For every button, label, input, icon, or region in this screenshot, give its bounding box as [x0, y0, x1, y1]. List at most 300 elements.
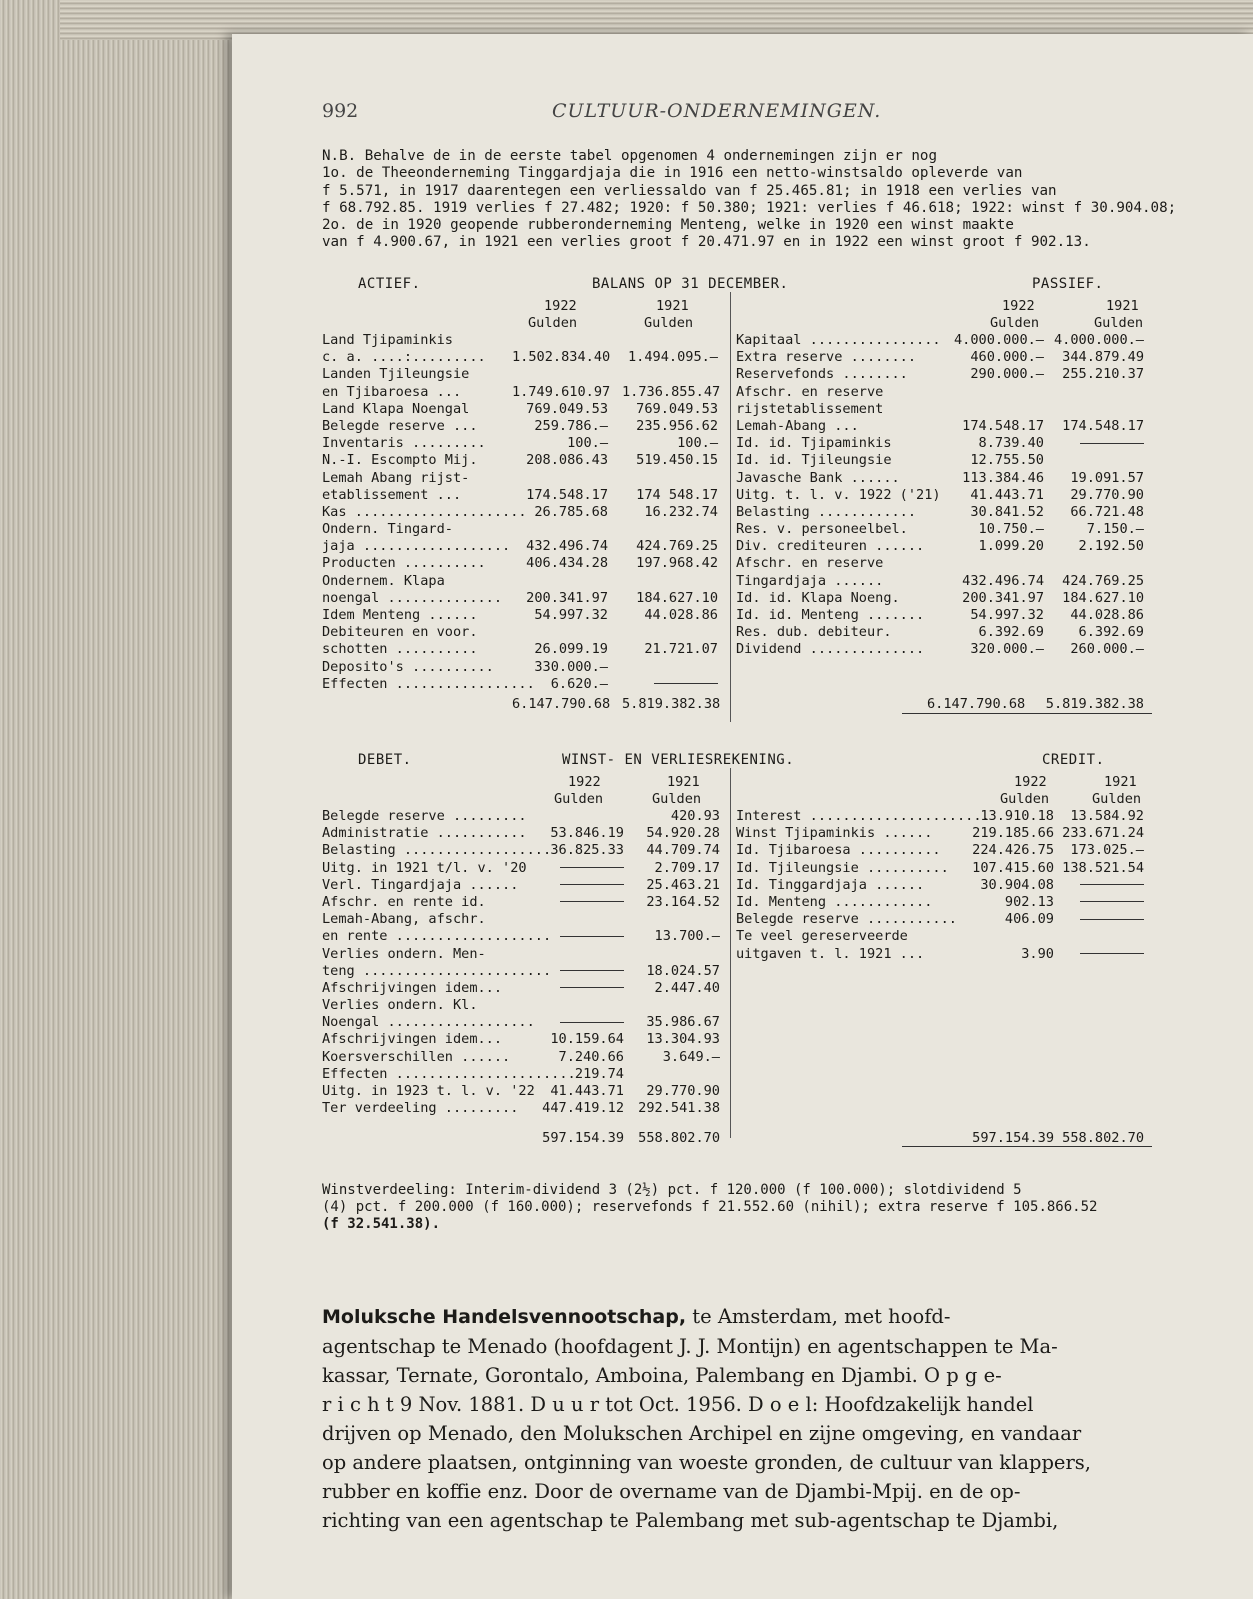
- row-label: Belegde reserve ...........: [736, 911, 957, 928]
- row-value: 290.000.—: [970, 366, 1044, 383]
- table-row: [322, 894, 722, 911]
- year-label: 1921: [656, 298, 689, 314]
- year-label: 1922: [568, 774, 601, 790]
- row-value: 12.755.50: [970, 452, 1044, 469]
- dash-line: [560, 970, 624, 971]
- table-row: [736, 946, 1152, 963]
- row-label: Belegde reserve .........: [322, 808, 527, 824]
- row-value: 35.986.67: [646, 1014, 720, 1031]
- row-label: Effecten .................: [322, 675, 535, 692]
- row-label: Res. dub. debiteur.: [736, 624, 892, 641]
- table-row: [736, 877, 1152, 894]
- table-row: [322, 504, 722, 521]
- row-value: 7.240.66: [558, 1048, 624, 1065]
- row-value: 1.099.20: [978, 538, 1044, 555]
- row-value: 4.000.000.—: [1053, 332, 1144, 348]
- table-row: [322, 1049, 722, 1066]
- dash-line: [560, 901, 624, 902]
- empty-dash: [532, 860, 624, 877]
- table-row: [322, 366, 722, 383]
- row-value: 41.443.71: [970, 486, 1044, 503]
- row-label: jaja ..................: [322, 538, 511, 555]
- year-label: 1921: [1106, 298, 1139, 314]
- row-label: N.-I. Escompto Mij.: [322, 452, 478, 469]
- row-label: Deposito's ..........: [322, 658, 494, 675]
- row-value: 174.548.17: [1062, 417, 1144, 434]
- table-row: [322, 435, 722, 452]
- table-row: [736, 384, 1152, 401]
- row-label: Interest ......................: [736, 808, 990, 824]
- row-value: 292.541.38: [638, 1100, 720, 1117]
- empty-dash: [1052, 894, 1144, 911]
- row-label: Reservefonds ........: [736, 366, 908, 383]
- book-page-edges: [0, 0, 240, 1599]
- row-label: Javasche Bank ......: [736, 469, 900, 486]
- note-line: 2o. de in 1920 geopende rubberonderneming Menteng, welke in 1920 een winst maakte: [322, 217, 1014, 234]
- row-value: 173.025.—: [1070, 842, 1144, 859]
- table-row: [322, 641, 722, 658]
- row-label: Ondern. Tingard-: [322, 521, 453, 538]
- empty-dash: [622, 676, 718, 693]
- row-label: Uitg. in 1921 t/l. v. '20: [322, 859, 527, 876]
- table-row: [736, 555, 1152, 572]
- table-row: [322, 825, 722, 842]
- dash-line: [560, 867, 624, 868]
- row-value: 424.769.25: [636, 538, 718, 555]
- table-row: [322, 946, 722, 963]
- total-passief-1921: 5.819.382.38: [1045, 696, 1144, 712]
- paragraph-line: kassar, Ternate, Gorontalo, Amboina, Palembang en Djambi. O p g e-: [322, 1364, 1002, 1387]
- row-value: 13.700.—: [654, 928, 720, 945]
- year-label: 1921: [1104, 774, 1137, 790]
- row-value: 424.769.25: [1062, 572, 1144, 589]
- dash-line: [1080, 919, 1144, 920]
- row-value: 29.770.90: [646, 1083, 720, 1099]
- row-value: 2.192.50: [1078, 538, 1144, 555]
- row-value: 7.150.—: [1086, 521, 1144, 538]
- row-value: 26.099.19: [534, 641, 608, 658]
- row-label: Verlies ondern. Men-: [322, 945, 486, 962]
- row-value: 3.649.—: [662, 1048, 720, 1065]
- empty-dash: [532, 894, 624, 911]
- table-row: [736, 573, 1152, 590]
- row-label: Div. crediteuren ......: [736, 538, 925, 555]
- row-label: Lemah-Abang, afschr.: [322, 911, 486, 928]
- distribution-line: Winstverdeeling: Interim-dividend 3 (2½) pct. f 120.000 (f 100.000); slotdividend 5: [322, 1182, 1022, 1198]
- note-line: f 68.792.85. 1919 verlies f 27.482; 1920: f 50.380; 1921: verlies f 46.618; 1922: winst f 30.904.08;: [322, 199, 1177, 216]
- row-label: Debiteuren en voor.: [322, 624, 478, 641]
- table-row: [322, 384, 722, 401]
- row-value: 19.091.57: [1070, 469, 1144, 486]
- row-value: 184.627.10: [1062, 589, 1144, 606]
- row-value: 30.841.52: [970, 503, 1044, 520]
- row-value: 2.709.17: [654, 859, 720, 876]
- table-row: [736, 452, 1152, 469]
- row-label: Te veel gereserveerde: [736, 928, 908, 945]
- row-value: 769.049.53: [526, 400, 608, 417]
- page-number: 992: [322, 100, 359, 122]
- row-value: 197.968.42: [636, 555, 718, 572]
- year-label: 1922: [1002, 298, 1035, 314]
- passief-heading: PASSIEF.: [1032, 276, 1104, 292]
- empty-dash: [1052, 911, 1144, 928]
- balance-heading: BALANS OP 31 DECEMBER.: [592, 276, 789, 292]
- row-value: 260.000.—: [1070, 641, 1144, 658]
- row-label: Belegde reserve ...: [322, 417, 478, 434]
- row-value: 53.846.19: [550, 825, 624, 842]
- credit-heading: CREDIT.: [1042, 752, 1105, 768]
- row-value: 208.086.43: [526, 452, 608, 469]
- row-value: 233.671.24: [1062, 825, 1144, 842]
- row-value: 184.627.10: [636, 589, 718, 606]
- row-label: Land Tjipaminkis: [322, 332, 453, 348]
- empty-dash: [1052, 946, 1144, 963]
- row-value: 13.584.92: [1070, 808, 1144, 824]
- table-row: [736, 860, 1152, 877]
- table-row: [322, 928, 722, 945]
- empty-dash: [1036, 435, 1144, 452]
- year-label: 1922: [1014, 774, 1047, 790]
- note-line: f 5.571, in 1917 daarentegen een verliessaldo van f 25.465.81; in 1918 een verlies van: [322, 182, 1057, 199]
- table-row: [322, 1014, 722, 1031]
- table-row: [322, 911, 722, 928]
- row-value: 23.164.52: [646, 893, 720, 910]
- credit-column: [736, 808, 1152, 963]
- total-debet-1922: 597.154.39: [542, 1130, 624, 1146]
- table-row: [736, 470, 1152, 487]
- table-row: [736, 487, 1152, 504]
- table-row: [322, 470, 722, 487]
- row-value: 54.997.32: [970, 607, 1044, 623]
- row-label: Koersverschillen ......: [322, 1048, 511, 1065]
- row-value: 16.232.74: [644, 503, 718, 520]
- debet-heading: DEBET.: [358, 752, 412, 768]
- unit-label: Gulden: [990, 315, 1040, 331]
- table-row: [322, 1066, 722, 1083]
- table-row: [736, 504, 1152, 521]
- table-row: [322, 418, 722, 435]
- total-credit-1921: 558.802.70: [1062, 1130, 1144, 1146]
- row-value: 259.786.—: [534, 417, 608, 434]
- balance-sheet: [322, 276, 1152, 746]
- table-row: [736, 624, 1152, 641]
- empty-dash: [532, 877, 624, 894]
- table-row: [322, 624, 722, 641]
- empty-dash: [532, 1014, 624, 1031]
- row-label: Id. id. Klapa Noeng.: [736, 589, 900, 606]
- row-label: Id. Tjibaroesa ..........: [736, 842, 941, 859]
- table-row: [736, 911, 1152, 928]
- row-label: uitgaven t. l. 1921 ...: [736, 945, 925, 962]
- row-label: rijstetablissement: [736, 400, 884, 417]
- row-label: Id. Tinggardjaja ......: [736, 876, 925, 893]
- row-value: 4.000.000.—: [953, 332, 1044, 348]
- row-value: 769.049.53: [636, 400, 718, 417]
- row-value: 54.997.32: [534, 607, 608, 623]
- table-row: [322, 590, 722, 607]
- row-value: 13.910.18: [980, 808, 1054, 824]
- row-value: 3.90: [1021, 945, 1054, 962]
- row-value: 255.210.37: [1062, 366, 1144, 383]
- table-row: [322, 1100, 722, 1117]
- dash-line: [1080, 953, 1144, 954]
- row-label: Res. v. personeelbel.: [736, 521, 908, 538]
- table-row: [736, 401, 1152, 418]
- row-label: Lemah-Abang ...: [736, 417, 859, 434]
- row-label: Lemah Abang rijst-: [322, 469, 470, 486]
- row-value: 54.920.28: [646, 825, 720, 842]
- table-row: [322, 659, 722, 676]
- row-label: Producten ..........: [322, 555, 486, 572]
- row-value: 100.—: [567, 435, 608, 452]
- table-row: [322, 349, 722, 366]
- column-divider: [730, 768, 731, 1138]
- row-value: 330.000.—: [534, 658, 608, 675]
- dash-line: [560, 1022, 624, 1023]
- row-value: 447.419.12: [542, 1100, 624, 1117]
- dash-line: [1080, 884, 1144, 885]
- row-value: 8.739.40: [978, 435, 1044, 452]
- table-row: [736, 366, 1152, 383]
- row-value: 6.392.69: [1078, 624, 1144, 641]
- table-row: [322, 538, 722, 555]
- profit-distribution: [322, 1182, 1152, 1233]
- table-row: [736, 521, 1152, 538]
- row-value: 174 548.17: [636, 486, 718, 503]
- row-label: noengal ..............: [322, 589, 503, 606]
- table-row: [736, 349, 1152, 366]
- row-value: 1.502.834.40: [512, 349, 611, 366]
- row-value: 519.450.15: [636, 452, 718, 469]
- row-value: 902.13: [1004, 893, 1054, 910]
- row-label: Belasting ............: [736, 503, 917, 520]
- dash-line: [1080, 901, 1144, 902]
- row-label: Afschrijvingen idem...: [322, 1031, 503, 1048]
- paragraph-line: richting van een agentschap te Palembang met sub-agentschap te Djambi,: [322, 1509, 1059, 1532]
- paragraph-line: rubber en koffie enz. Door de overname van de Djambi-Mpij. en de op-: [322, 1480, 1021, 1503]
- table-row: [322, 607, 722, 624]
- row-value: 406.434.28: [526, 555, 608, 572]
- row-label: Noengal ..................: [322, 1014, 535, 1031]
- row-value: 26.785.68: [534, 503, 608, 520]
- row-value: 219.185.66: [972, 825, 1054, 842]
- table-row: [322, 555, 722, 572]
- company-entry: [322, 1302, 1152, 1535]
- row-value: 432.496.74: [526, 538, 608, 555]
- total-rule: [902, 713, 1152, 714]
- unit-label: Gulden: [528, 315, 578, 331]
- row-value: 10.159.64: [550, 1031, 624, 1048]
- row-label: Ter verdeeling .........: [322, 1100, 519, 1117]
- row-value: 66.721.48: [1070, 503, 1144, 520]
- table-row: [322, 452, 722, 469]
- row-value: 44.028.86: [1070, 607, 1144, 623]
- table-row: [736, 435, 1152, 452]
- row-label: Verl. Tingardjaja ......: [322, 876, 519, 893]
- table-row: [736, 641, 1152, 658]
- paragraph-text: te Amsterdam, met hoofd-: [686, 1305, 951, 1328]
- dash-line: [1080, 443, 1144, 444]
- table-row: [322, 1031, 722, 1048]
- dash-line: [560, 987, 624, 988]
- row-value: 36.825.33: [550, 842, 624, 859]
- table-row: [736, 842, 1152, 859]
- row-value: 200.341.97: [962, 589, 1044, 606]
- table-row: [736, 928, 1152, 945]
- debet-column: [322, 808, 722, 1117]
- row-value: 30.904.08: [980, 876, 1054, 893]
- total-credit-1922: 597.154.39: [972, 1130, 1054, 1146]
- table-row: [322, 573, 722, 590]
- row-label: en rente ...................: [322, 928, 552, 945]
- table-row: [322, 997, 722, 1014]
- running-title: CULTUUR-ONDERNEMINGEN.: [552, 100, 882, 122]
- row-label: Administratie ...........: [322, 825, 527, 842]
- row-value: 10.750.—: [978, 521, 1044, 538]
- table-row: [322, 521, 722, 538]
- row-label: Tingardjaja ......: [736, 572, 884, 589]
- row-label: Belasting ..................: [322, 842, 552, 859]
- unit-label: Gulden: [554, 791, 604, 807]
- table-row: [322, 487, 722, 504]
- row-label: Id. Tjileungsie ..........: [736, 859, 949, 876]
- row-value: 320.000.—: [970, 641, 1044, 658]
- table-row: [322, 963, 722, 980]
- note-line: van f 4.900.67, in 1921 een verlies groot f 20.471.97 en in 1922 een winst groot f 902.13.: [322, 234, 1091, 251]
- total-debet-1921: 558.802.70: [638, 1130, 720, 1146]
- distribution-line: (f 32.541.38).: [322, 1216, 441, 1232]
- table-row: [736, 332, 1152, 349]
- row-value: 219.74: [574, 1065, 624, 1082]
- table-row: [736, 894, 1152, 911]
- row-value: 224.426.75: [972, 842, 1054, 859]
- note-block: [322, 148, 1177, 252]
- empty-dash: [532, 963, 624, 980]
- distribution-line: (4) pct. f 200.000 (f 160.000); reservefonds f 21.552.60 (nihil); extra reserve f 105.866.52: [322, 1199, 1098, 1215]
- row-value: 113.384.46: [962, 469, 1044, 486]
- row-label: Effecten ......................: [322, 1065, 576, 1082]
- total-actief-1921: 5.819.382.38: [622, 696, 721, 712]
- row-value: 432.496.74: [962, 572, 1044, 589]
- row-value: 6.620.—: [550, 675, 608, 692]
- row-value: 174.548.17: [962, 417, 1044, 434]
- row-value: 460.000.—: [970, 349, 1044, 366]
- passief-column: [736, 332, 1152, 659]
- company-name: Moluksche Handelsvennootschap,: [322, 1306, 687, 1328]
- unit-label: Gulden: [644, 315, 694, 331]
- table-row: [322, 332, 722, 349]
- row-value: 29.770.90: [1070, 486, 1144, 503]
- row-label: schotten ..........: [322, 641, 478, 658]
- unit-label: Gulden: [1092, 791, 1142, 807]
- row-label: Landen Tjileungsie: [322, 366, 470, 383]
- row-value: 107.415.60: [972, 859, 1054, 876]
- row-label: Uitg. t. l. v. 1922 ('21): [736, 486, 941, 503]
- year-label: 1922: [544, 298, 577, 314]
- row-value: 44.028.86: [644, 607, 718, 623]
- table-row: [322, 401, 722, 418]
- row-label: Afschr. en reserve: [736, 555, 884, 572]
- empty-dash: [532, 980, 624, 997]
- row-value: 344.879.49: [1062, 349, 1144, 366]
- row-label: Extra reserve ........: [736, 349, 917, 366]
- row-value: 18.024.57: [646, 962, 720, 979]
- table-row: [322, 980, 722, 997]
- note-line: 1o. de Theeonderneming Tinggardjaja die in 1916 een netto-winstsaldo opleverde van: [322, 165, 1023, 182]
- row-label: Id. id. Tjileungsie: [736, 452, 892, 469]
- row-value: 13.304.93: [646, 1031, 720, 1048]
- row-value: 25.463.21: [646, 876, 720, 893]
- book-page: [232, 34, 1253, 1599]
- table-row: [322, 808, 722, 825]
- row-value: 2.447.40: [654, 979, 720, 996]
- row-label: Kapitaal ................: [736, 332, 941, 348]
- total-actief-1922: 6.147.790.68: [512, 696, 611, 712]
- table-row: [736, 538, 1152, 555]
- row-label: Ondernem. Klapa: [322, 572, 445, 589]
- table-row: [736, 808, 1152, 825]
- table-row: [736, 825, 1152, 842]
- row-label: Kas .....................: [322, 503, 527, 520]
- row-label: Inventaris .........: [322, 435, 486, 452]
- empty-dash: [1052, 877, 1144, 894]
- row-label: Land Klapa Noengal: [322, 400, 470, 417]
- table-row: [322, 860, 722, 877]
- profit-loss-account: [322, 752, 1152, 1182]
- row-label: Verlies ondern. Kl.: [322, 997, 478, 1014]
- table-row: [322, 842, 722, 859]
- row-value: 138.521.54: [1062, 859, 1144, 876]
- row-label: Id. id. Menteng .......: [736, 607, 925, 623]
- row-value: 200.341.97: [526, 589, 608, 606]
- row-label: Id. id. Tjipaminkis: [736, 435, 892, 452]
- row-label: Idem Menteng ......: [322, 607, 478, 623]
- row-value: 420.93: [670, 808, 720, 824]
- row-label: Uitg. in 1923 t. l. v. '22: [322, 1083, 535, 1099]
- total-rule: [902, 1146, 1152, 1147]
- actief-column: [322, 332, 722, 693]
- row-label: Afschr. en rente id.: [322, 893, 486, 910]
- row-label: Afschr. en reserve: [736, 383, 884, 400]
- row-value: 6.392.69: [978, 624, 1044, 641]
- unit-label: Gulden: [1094, 315, 1144, 331]
- total-passief-1922: 6.147.790.68: [927, 696, 1026, 712]
- paragraph-line: op andere plaatsen, ontginning van woeste gronden, de cultuur van klappers,: [322, 1451, 1092, 1474]
- row-value: 41.443.71: [550, 1083, 624, 1099]
- row-label: Id. Menteng ............: [736, 893, 933, 910]
- row-label: etablissement ...: [322, 486, 462, 503]
- paragraph-line: r i c h t 9 Nov. 1881. D u u r tot Oct. 1956. D o e l: Hoofdzakelijk handel: [322, 1393, 1034, 1416]
- row-value: 1.736.855.47: [622, 383, 721, 400]
- profit-loss-heading: WINST- EN VERLIESREKENING.: [562, 752, 795, 768]
- row-value: 21.721.07: [644, 641, 718, 658]
- column-divider: [730, 292, 731, 722]
- paragraph-line: drijven op Menado, den Molukschen Archipel en zijne omgeving, en vandaar: [322, 1422, 1082, 1445]
- table-row: [736, 607, 1152, 624]
- row-value: 44.709.74: [646, 842, 720, 859]
- note-line: N.B. Behalve de in de eerste tabel opgenomen 4 ondernemingen zijn er nog: [322, 148, 937, 164]
- row-label: Winst Tjipaminkis ......: [736, 825, 933, 842]
- dash-line: [560, 936, 624, 937]
- table-row: [322, 877, 722, 894]
- dash-line: [560, 884, 624, 885]
- table-row: [736, 590, 1152, 607]
- row-value: 1.494.095.—: [627, 349, 718, 366]
- row-value: 235.956.62: [636, 417, 718, 434]
- row-label: Afschrijvingen idem...: [322, 979, 503, 996]
- row-label: en Tjibaroesa ...: [322, 383, 462, 400]
- paragraph-line: agentschap te Menado (hoofdagent J. J. Montijn) en agentschappen te Ma-: [322, 1335, 1058, 1358]
